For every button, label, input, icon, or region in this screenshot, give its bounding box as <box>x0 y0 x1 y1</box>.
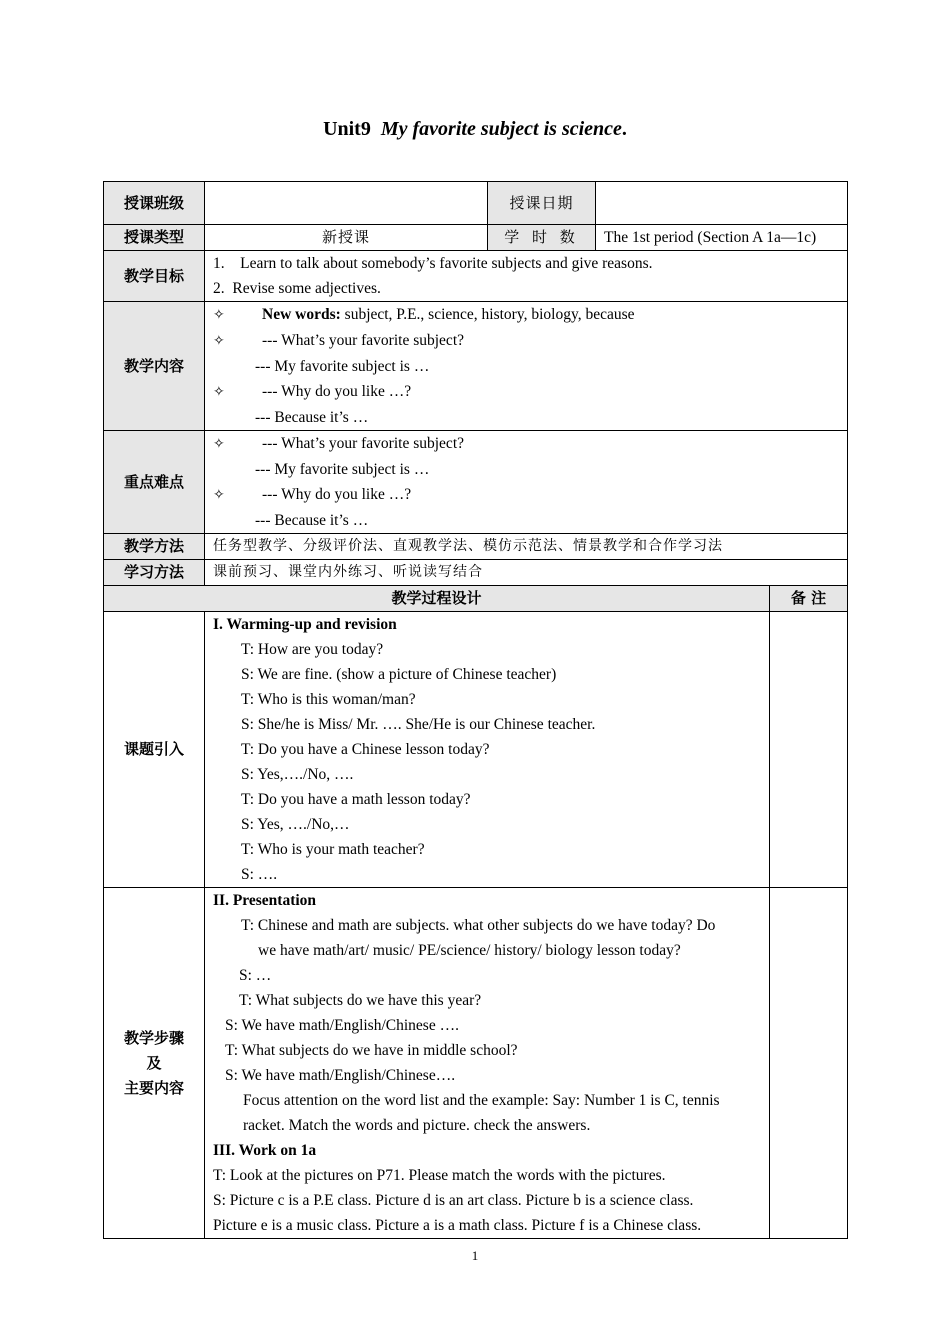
dialogue-line: T: Look at the pictures on P71. Please match the words with the pictures. <box>213 1167 666 1184</box>
key-answer: --- My favorite subject is … <box>255 461 430 478</box>
goal-item: 2. Revise some adjectives. <box>213 280 381 297</box>
row-intro <box>104 612 848 888</box>
intro-content <box>205 612 770 888</box>
row-study <box>104 560 848 586</box>
instruction-line: racket. Match the words and picture. check the answers. <box>243 1117 591 1134</box>
dialogue-line: S: Yes,…./No, …. <box>241 766 354 783</box>
goal-list <box>205 251 848 302</box>
row-type <box>104 225 848 251</box>
dialogue-line: T: Do you have a Chinese lesson today? <box>241 741 490 758</box>
date-label: 授课日期 <box>488 182 596 225</box>
dialogue-line: T: Chinese and math are subjects. what other subjects do we have today? Do <box>241 917 716 934</box>
class-label: 授课班级 <box>104 182 205 225</box>
title-period: . <box>621 118 627 140</box>
dialogue-line: T: Who is your math teacher? <box>241 841 425 858</box>
row-content <box>104 302 848 431</box>
dialogue-line: T: Do you have a math lesson today? <box>241 791 471 808</box>
row-steps <box>104 888 848 1239</box>
instruction-line: Focus attention on the word list and the example: Say: Number 1 is C, tennis <box>243 1092 720 1109</box>
dialogue-line: T: What subjects do we have in middle school? <box>225 1042 518 1059</box>
content-question: --- What’s your favorite subject? <box>262 332 464 349</box>
hours-value: The 1st period (Section A 1a—1c) <box>596 225 848 251</box>
row-key-points <box>104 431 848 534</box>
key-list <box>205 431 848 534</box>
dialogue-line: S: Yes, …./No,… <box>241 816 350 833</box>
lesson-plan-table <box>103 181 848 1239</box>
process-label: 教学过程设计 <box>104 586 770 612</box>
row-goals <box>104 251 848 302</box>
content-answer: --- Because it’s … <box>255 409 369 426</box>
key-question: --- Why do you like …? <box>262 486 412 503</box>
method-value: 任务型教学、分级评价法、直观教学法、模仿示范法、情景教学和合作学习法 <box>205 534 848 560</box>
steps-label: 教学步骤 及 主要内容 <box>104 888 205 1239</box>
dialogue-line: we have math/art/ music/ PE/science/ history/ biology lesson today? <box>258 942 681 959</box>
dialogue-line: S: We are fine. (show a picture of Chinese teacher) <box>241 666 557 683</box>
date-value <box>596 182 848 225</box>
steps-content <box>205 888 770 1239</box>
dialogue-line: S: We have math/English/Chinese…. <box>225 1067 456 1084</box>
new-words-label: New words: <box>262 306 341 323</box>
class-value <box>205 182 488 225</box>
bullet-icon: ✧ <box>213 436 225 452</box>
presentation-heading: II. Presentation <box>213 892 317 909</box>
dialogue-line: S: We have math/English/Chinese …. <box>225 1017 459 1034</box>
goal-label: 教学目标 <box>104 251 205 302</box>
content-label: 教学内容 <box>104 302 205 431</box>
key-label: 重点难点 <box>104 431 205 534</box>
type-label: 授课类型 <box>104 225 205 251</box>
document-title <box>0 118 950 141</box>
unit-label: Unit9 <box>323 118 371 140</box>
content-list <box>205 302 848 431</box>
unit-subtitle: My favorite subject is science <box>380 118 622 140</box>
study-value: 课前预习、课堂内外练习、听说读写结合 <box>205 560 848 586</box>
dialogue-line: Picture e is a music class. Picture a is a math class. Picture f is a Chinese class. <box>213 1217 702 1234</box>
dialogue-line: S: … <box>239 967 272 984</box>
work-heading: III. Work on 1a <box>213 1142 317 1159</box>
goal-item: 1. Learn to talk about somebody’s favorite subjects and give reasons. <box>213 255 653 272</box>
method-label: 教学方法 <box>104 534 205 560</box>
intro-label: 课题引入 <box>104 612 205 888</box>
page-number: 1 <box>471 1248 479 1263</box>
row-class <box>104 182 848 225</box>
steps-notes <box>770 888 848 1239</box>
dialogue-line: T: What subjects do we have this year? <box>239 992 482 1009</box>
intro-heading: I. Warming-up and revision <box>213 616 397 633</box>
new-words-list: subject, P.E., science, history, biology, because <box>340 306 635 323</box>
dialogue-line: T: How are you today? <box>241 641 384 658</box>
notes-label: 备 注 <box>770 586 848 612</box>
dialogue-line: S: Picture c is a P.E class. Picture d is an art class. Picture b is a science class. <box>213 1192 694 1209</box>
dialogue-line: S: She/he is Miss/ Mr. …. She/He is our Chinese teacher. <box>241 716 596 733</box>
intro-notes <box>770 612 848 888</box>
type-value: 新授课 <box>205 225 488 251</box>
key-question: --- What’s your favorite subject? <box>262 435 464 452</box>
dialogue-line: T: Who is this woman/man? <box>241 691 416 708</box>
dialogue-line: S: …. <box>241 866 278 883</box>
row-method <box>104 534 848 560</box>
bullet-icon: ✧ <box>213 333 225 349</box>
bullet-icon: ✧ <box>213 384 225 400</box>
bullet-icon: ✧ <box>213 307 225 323</box>
hours-label: 学 时 数 <box>488 225 596 251</box>
content-answer: --- My favorite subject is … <box>255 358 430 375</box>
key-answer: --- Because it’s … <box>255 512 369 529</box>
study-label: 学习方法 <box>104 560 205 586</box>
bullet-icon: ✧ <box>213 487 225 503</box>
content-question: --- Why do you like …? <box>262 383 412 400</box>
row-process-header <box>104 586 848 612</box>
